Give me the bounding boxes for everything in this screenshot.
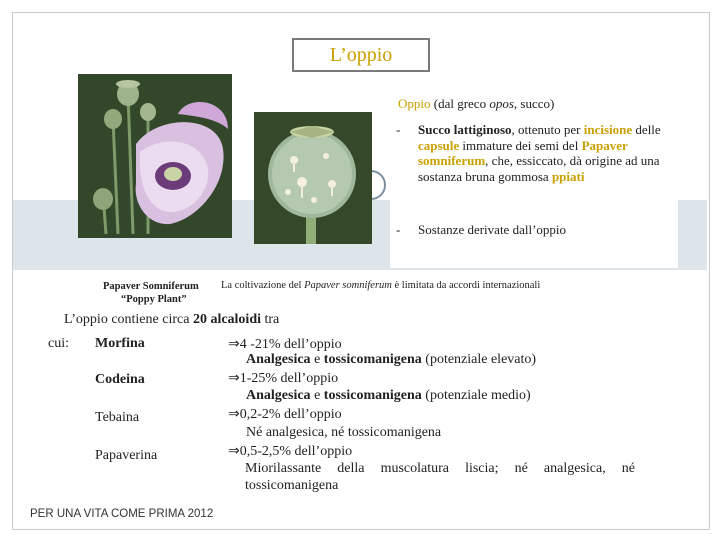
caption-line1: Papaver Somniferum xyxy=(103,281,199,292)
pct-text: 1-25% dell’oppio xyxy=(239,371,339,386)
b1-hl1: incisione xyxy=(583,122,633,137)
compound-percentage xyxy=(228,406,342,423)
bullet-text xyxy=(418,122,666,184)
slide-footer: PER UNA VITA COME PRIMA 2012 xyxy=(30,508,214,520)
cui-label: cui: xyxy=(48,336,69,351)
desc-mid: e xyxy=(310,352,324,367)
compound-description xyxy=(246,388,531,404)
compound-name-text: Codeina xyxy=(95,372,145,387)
oppio-italic: opos xyxy=(489,96,514,111)
compound-name xyxy=(95,336,145,352)
poppy-capsule-illustration xyxy=(254,112,372,244)
desc-rest: (potenziale elevato) xyxy=(421,352,537,367)
arrow-icon: ⇒ xyxy=(228,444,240,459)
oppio-rest-b: , succo) xyxy=(513,96,555,111)
desc-bold2: tossicomanigena xyxy=(323,388,422,403)
compound-description: Né analgesica, né tossicomanigena xyxy=(246,425,442,440)
bullet-dash: - xyxy=(396,122,401,137)
slide-title-text: L’oppio xyxy=(329,43,393,66)
note-italic: Papaver somniferum xyxy=(304,280,392,291)
alkaloids-intro xyxy=(64,312,279,328)
oppio-word: Oppio xyxy=(398,96,431,111)
bullet-dash: - xyxy=(396,222,401,237)
b1-hl2: capsule xyxy=(418,137,460,153)
desc-mid: e xyxy=(310,388,324,403)
pct-text: 4 -21% dell’oppio xyxy=(239,337,342,352)
compound-name xyxy=(95,448,157,464)
compound-description: Miorilassante della muscolatura liscia; né analgesica, né tossicomanigena xyxy=(245,461,635,493)
b1-text4: , che, essiccato, dà origine ad una sostanza bruna gommosa xyxy=(418,153,660,184)
b1-hl4: ppiati xyxy=(551,168,585,184)
b1-text2: delle xyxy=(632,122,661,137)
compound-name-text: Morfina xyxy=(95,336,145,351)
b1-text3: immature dei semi del xyxy=(459,137,582,153)
compound-percentage xyxy=(228,336,342,353)
oppio-rest-a: (dal greco xyxy=(430,96,490,111)
compound-name xyxy=(95,372,145,388)
compound-percentage xyxy=(228,443,352,460)
intro-text-a: L’oppio contiene circa xyxy=(64,312,193,327)
compound-description xyxy=(246,352,536,368)
compound-name-text: Tebaina xyxy=(95,410,140,425)
pct-text: 0,5-2,5% dell’oppio xyxy=(239,444,353,459)
b1-bold: Succo lattiginoso xyxy=(418,122,512,137)
b1-hl3: Papaver somniferum xyxy=(418,137,628,168)
oppio-definition xyxy=(398,96,554,112)
intro-text-b: tra xyxy=(261,312,280,327)
desc-bold1: Analgesica xyxy=(246,388,311,403)
arrow-icon: ⇒ xyxy=(228,337,240,352)
cultivation-note xyxy=(221,280,540,291)
info-box xyxy=(390,92,678,268)
poppy-capsule-photo xyxy=(254,112,372,244)
poppy-flower-photo xyxy=(78,74,232,238)
compound-name-text: Papaverina xyxy=(95,448,158,463)
bullet-item-juice xyxy=(396,122,666,184)
arrow-icon: ⇒ xyxy=(228,371,240,386)
bullet-text: Sostanze derivate dall’oppio xyxy=(418,222,567,237)
photo-caption xyxy=(103,280,218,306)
note-text-b: è limitata da accordi internazionali xyxy=(391,280,541,291)
caption-line2: “Poppy Plant” xyxy=(121,294,187,305)
pct-text: 0,2-2% dell’oppio xyxy=(239,407,342,422)
desc-rest: (potenziale medio) xyxy=(421,388,531,403)
b1-text1: , ottenuto per xyxy=(511,122,584,137)
desc-bold1: Analgesica xyxy=(246,352,311,367)
poppy-flower-illustration xyxy=(78,74,232,238)
slide-title xyxy=(292,38,430,72)
note-text-a: La coltivazione del xyxy=(221,280,305,291)
compound-name xyxy=(95,410,139,426)
compound-percentage xyxy=(228,370,338,387)
bullet-item-derived xyxy=(396,222,666,238)
arrow-icon: ⇒ xyxy=(228,407,240,422)
intro-bold: 20 alcaloidi xyxy=(192,312,261,327)
desc-bold2: tossicomanigena xyxy=(323,352,422,367)
